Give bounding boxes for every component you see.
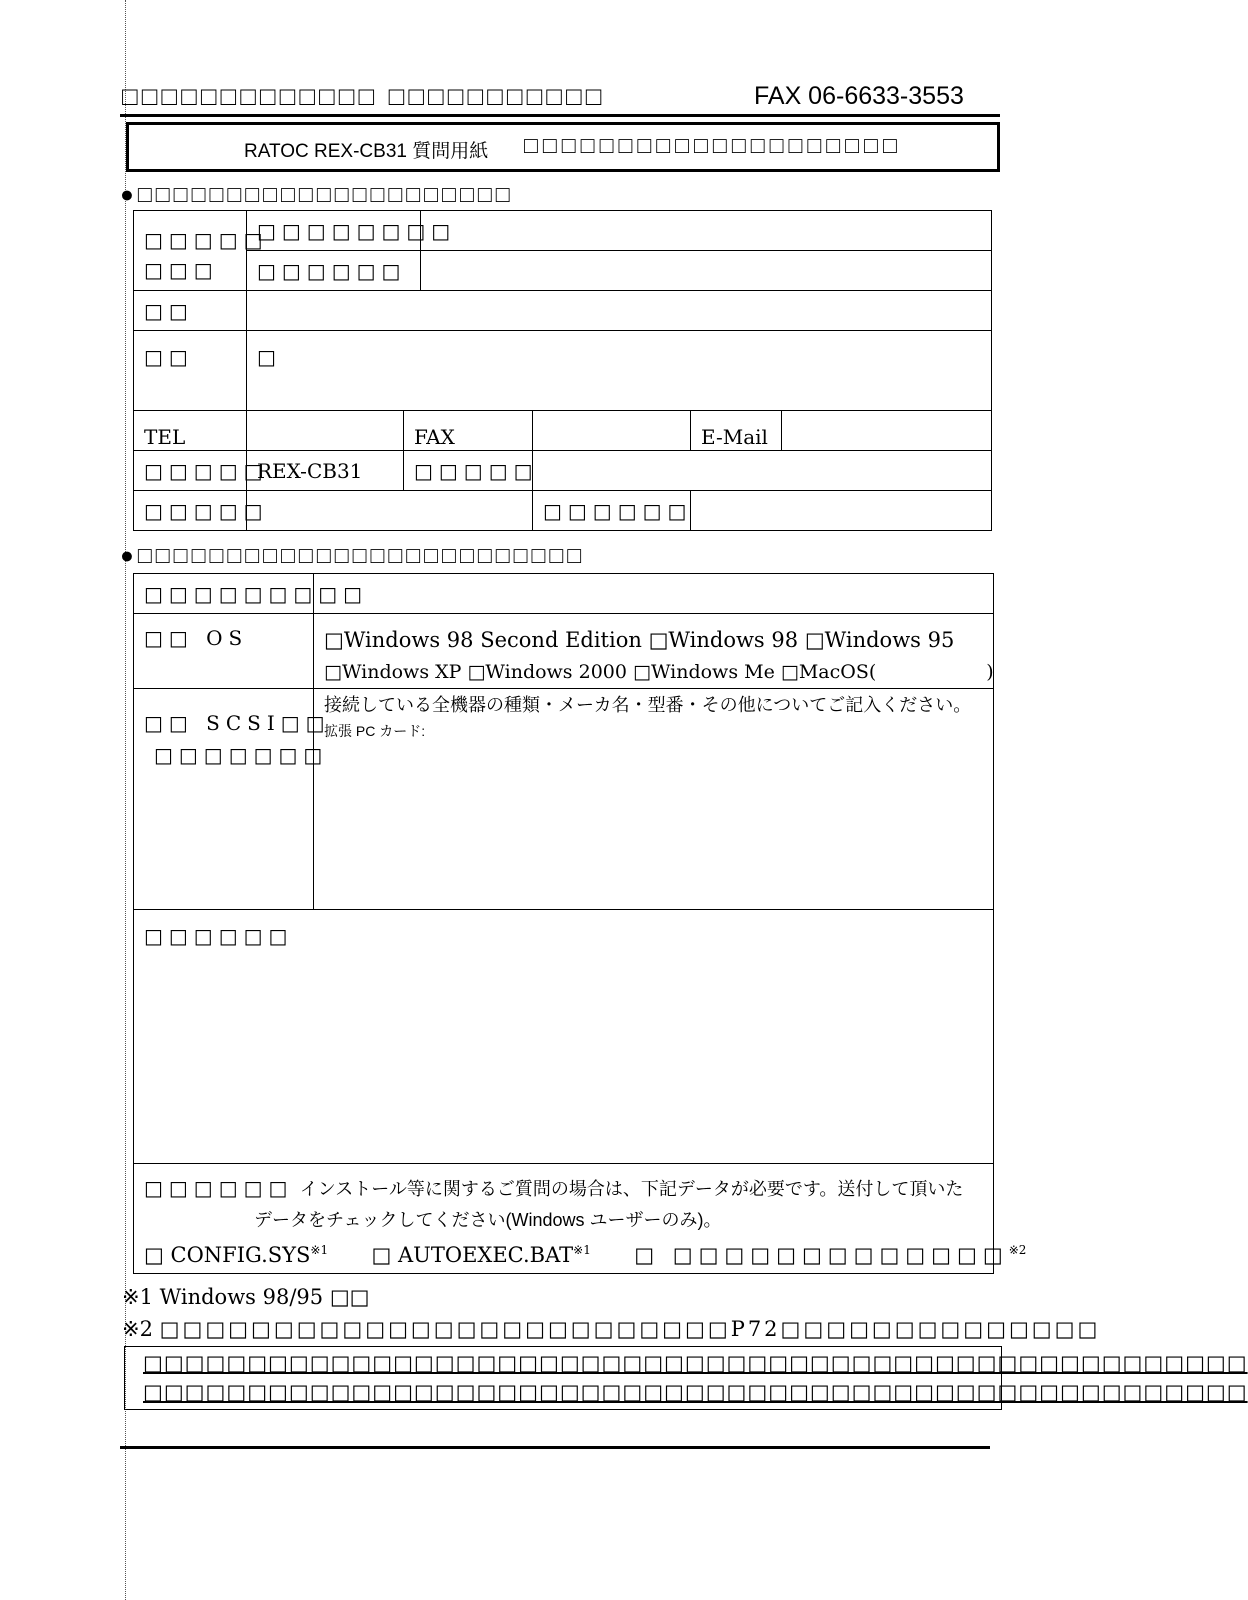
purchase-field[interactable] xyxy=(247,491,533,531)
tel-label: TEL xyxy=(134,411,247,451)
scsi-label-line1: □□ SCSI□□ xyxy=(144,711,331,735)
note2-text: □□□□□□□□□□□□□□□□□□□□□□□□□P72□□□□□□□□□□□□□□ xyxy=(159,1317,1101,1341)
title-box xyxy=(126,122,1000,172)
name-group-label: □□□□□ □□□ xyxy=(134,211,247,291)
other-data-checkbox[interactable]: □ □□□□□□□□□□□□□ xyxy=(634,1243,1009,1267)
customer-info-table xyxy=(133,210,992,531)
email-row-label: □□ xyxy=(134,291,247,331)
title-suffix: □□□□□□□□□□□□□□□□□□□□ xyxy=(524,133,902,158)
os-macos-close: ) xyxy=(986,661,994,683)
question-label[interactable]: □□□□□□ xyxy=(134,910,994,1164)
address-label: □□ xyxy=(134,331,247,411)
person-field[interactable] xyxy=(421,251,992,291)
os-win98se-checkbox[interactable]: □Windows 98 Second Edition xyxy=(324,628,642,652)
os-label: □□ OS xyxy=(134,614,314,689)
section2-heading: ●□□□□□□□□□□□□□□□□□□□□□□□□□ xyxy=(120,543,586,568)
data-instruction-line1: インストール等に関するご質問の場合は、下記データが必要です。送付して頂いた xyxy=(299,1179,964,1199)
footer-line2: □□□□□□□□□□□□□□□□□□□□□□□□□□□□□□□□□□□□□□□□□□□□□□□□□□□□□ xyxy=(143,1380,1248,1404)
email-field[interactable] xyxy=(782,411,992,451)
data-label: □□□□□□ xyxy=(144,1176,294,1200)
autoexec-bat-checkbox[interactable]: □ AUTOEXEC.BAT xyxy=(371,1243,574,1267)
tel-field[interactable] xyxy=(247,411,404,451)
footer-box xyxy=(124,1346,1248,1410)
pc-label: □□□□□□□□□ xyxy=(134,574,314,614)
environment-table xyxy=(133,573,1027,1274)
person-label: □□□□□□ xyxy=(247,251,421,291)
serial-field[interactable] xyxy=(533,451,992,491)
footer-rule xyxy=(120,1446,990,1449)
email-row-field[interactable] xyxy=(247,291,992,331)
data-section xyxy=(134,1164,1027,1274)
company-field[interactable] xyxy=(421,211,992,251)
os-win95-checkbox[interactable]: □Windows 95 xyxy=(804,628,955,652)
email-label: E-Mail xyxy=(691,411,782,451)
note1-prefix: ※1 xyxy=(122,1285,153,1309)
pc-field[interactable] xyxy=(314,574,994,614)
header-rule xyxy=(120,114,1000,117)
scsi-label xyxy=(134,689,331,910)
data-instruction-line2: データをチェックしてください(Windows ユーザーのみ)。 xyxy=(254,1210,722,1230)
os-win2000-checkbox[interactable]: □Windows 2000 xyxy=(467,661,627,683)
note2-prefix: ※2 xyxy=(122,1317,153,1341)
autoexec-sup: ※1 xyxy=(573,1243,591,1257)
address-field[interactable]: □ xyxy=(247,331,992,411)
scsi-label-line2: □□□□□□□ xyxy=(154,743,329,767)
product-value: REX-CB31 xyxy=(247,451,404,491)
config-sup: ※1 xyxy=(310,1243,329,1257)
shop-label: □□□□□□ xyxy=(533,491,691,531)
header-left-text: □□□□□□□□□□□□□ □□□□□□□□□□□ xyxy=(122,82,606,111)
shop-field[interactable] xyxy=(691,491,992,531)
other-sup: ※2 xyxy=(1008,1243,1027,1257)
serial-label: □□□□□ xyxy=(404,451,533,491)
scsi-instruction: 接続している全機器の種類・メーカ名・型番・その他についてご記入ください。 xyxy=(324,695,972,715)
footer-line1: □□□□□□□□□□□□□□□□□□□□□□□□□□□□□□□□□□□□□□□□□□□□□□□□□□□□□ xyxy=(143,1351,1248,1375)
scsi-subnote: 拡張 PC カード: xyxy=(324,723,426,739)
title-shadow xyxy=(126,169,1000,172)
scsi-field[interactable] xyxy=(314,689,994,910)
note2 xyxy=(122,1317,1100,1341)
os-options xyxy=(314,614,994,689)
config-sys-checkbox[interactable]: □ CONFIG.SYS xyxy=(144,1243,311,1267)
company-label: □□□□□□□□ xyxy=(247,211,421,251)
section1-heading: ●□□□□□□□□□□□□□□□□□□□□□ xyxy=(120,182,514,207)
title-prefix: RATOC REX-CB31 質問用紙 xyxy=(244,141,489,162)
fax-label: FAX xyxy=(404,411,533,451)
header-fax: FAX 06-6633-3553 xyxy=(754,82,964,110)
os-win98-checkbox[interactable]: □Windows 98 xyxy=(648,628,799,652)
os-macos-checkbox[interactable]: □MacOS( xyxy=(780,661,877,683)
note1-text: Windows 98/95 □□ xyxy=(159,1285,370,1309)
product-label: □□□□□ xyxy=(134,451,247,491)
os-winxp-checkbox[interactable]: □Windows XP xyxy=(324,661,462,683)
os-winme-checkbox[interactable]: □Windows Me xyxy=(633,661,775,683)
note1 xyxy=(122,1285,370,1309)
fax-field[interactable] xyxy=(533,411,691,451)
purchase-label: □□□□□ xyxy=(134,491,247,531)
